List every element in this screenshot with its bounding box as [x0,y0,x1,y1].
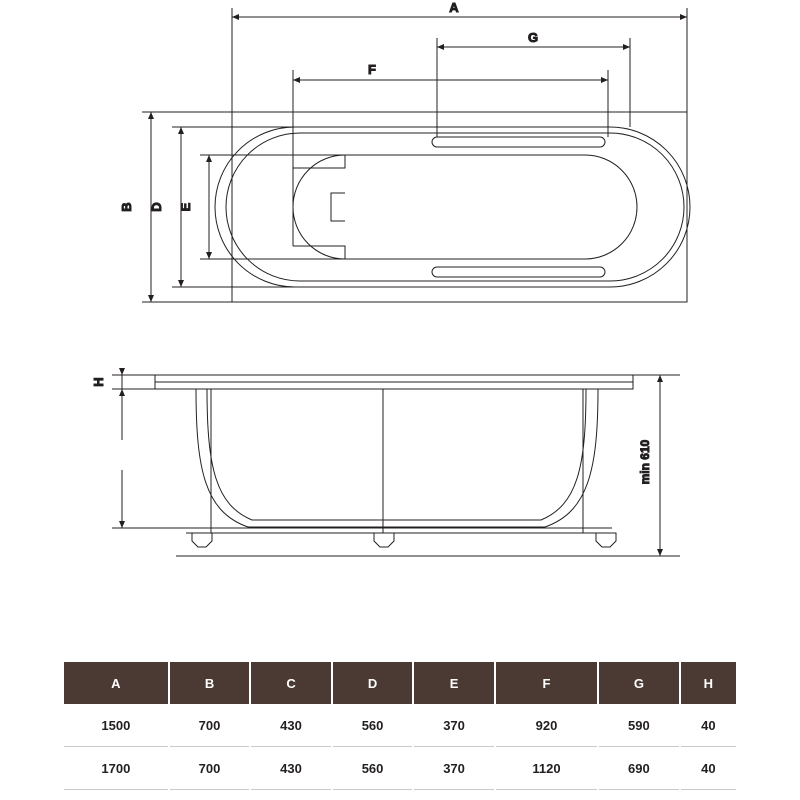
label-min-610: min 610 [638,439,652,485]
table-cell: 370 [414,704,494,747]
dimension-A [232,8,687,112]
table-header-F: F [496,662,597,704]
table-cell: 1500 [64,704,168,747]
dimension-F [293,70,608,168]
table-cell: 920 [496,704,597,747]
label-H: H [91,377,106,387]
table-cell: 430 [251,747,331,790]
table-cell: 370 [414,747,494,790]
table-cell: 1700 [64,747,168,790]
table-cell: 1120 [496,747,597,790]
label-G: G [527,30,539,45]
table-cell: 700 [170,704,250,747]
table-header-G: G [599,662,679,704]
table-header-D: D [333,662,413,704]
table-header-row [64,662,736,704]
dimension-H [112,368,196,528]
table-cell: 690 [599,747,679,790]
label-D: D [149,202,164,212]
table-row [64,704,736,747]
table-cell: 430 [251,704,331,747]
label-A: A [449,0,459,15]
table-cell: 40 [681,747,736,790]
label-F: F [368,62,376,77]
dimension-G [437,38,630,137]
table-cell: 560 [333,747,413,790]
table-row [64,747,736,790]
table-cell: 590 [599,704,679,747]
table-header-E: E [414,662,494,704]
table-header-A: A [64,662,168,704]
dimension-E [200,155,345,259]
side-view-outline [155,375,640,556]
table-cell: 560 [333,704,413,747]
table-header-B: B [170,662,250,704]
table-cell: 40 [681,704,736,747]
top-view-outline [215,112,690,302]
label-E: E [178,202,193,212]
table-header-C: C [251,662,331,704]
table-cell: 700 [170,747,250,790]
dimension-table [62,662,738,790]
table-header-H: H [681,662,736,704]
label-B: B [119,202,134,212]
